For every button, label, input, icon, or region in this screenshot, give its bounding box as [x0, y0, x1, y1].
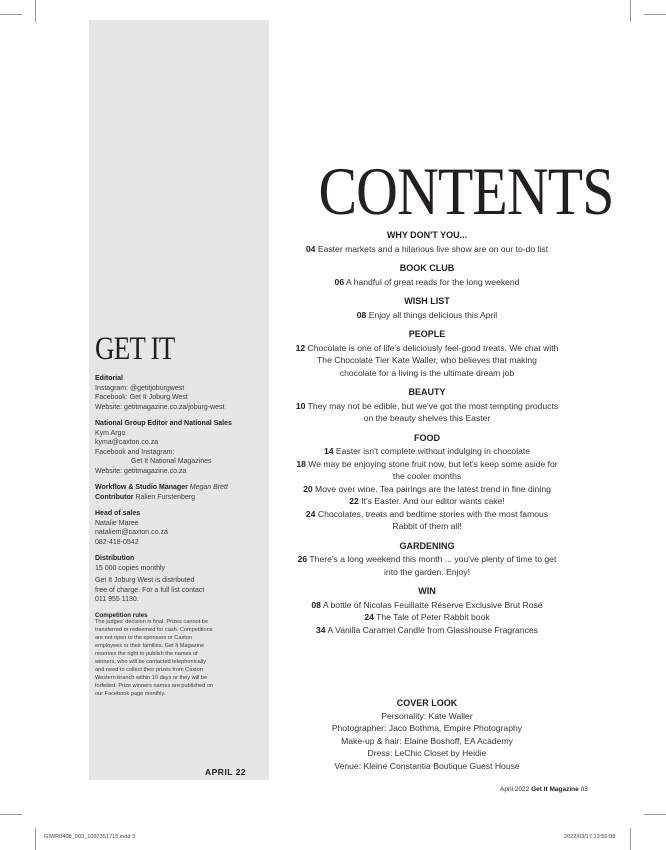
editorial-line: Facebook: Get It Joburg West: [95, 394, 188, 401]
national-line: kyma@caxton.co.za: [95, 439, 159, 446]
toc-entry-text: 34 A Vanilla Caramel Candle from Glasshouse Fragrances: [316, 624, 538, 635]
toc-page-number: 26: [297, 554, 308, 564]
national-heading: National Group Editor and National Sales: [95, 420, 232, 427]
toc-page-number: 34: [316, 624, 326, 635]
competition-line: transferred or redeemed for cash. Competitions: [95, 627, 213, 634]
toc-entry: [268, 342, 586, 380]
toc-entry-text: 12 Chocolate is one of life's deliciously feel-good treats. We chat with: [295, 342, 559, 353]
staff-block: [95, 483, 265, 502]
brand-logo: GET IT: [95, 331, 175, 367]
crop-mark: [0, 14, 22, 15]
crop-mark: [644, 14, 666, 15]
toc-section-heading: GARDENING: [399, 540, 455, 551]
toc-entry-text: 18 We may be enjoying stone fruit now, but let's keep some aside for: [296, 458, 558, 469]
toc-section-heading: WIN: [418, 586, 436, 596]
competition-line: and need to collect their prizes from Caxton: [95, 666, 203, 673]
contributor-label: Contributor: [95, 493, 134, 501]
editorial-line: Website: getitmagazine.co.za/joburg-west: [95, 403, 225, 411]
toc-section-heading: BOOK CLUB: [399, 263, 455, 273]
cover-credit: Photographer: Jaco Bothma, Empire Photography: [331, 723, 523, 733]
cover-credit: Personality: Kate Waller: [381, 710, 473, 721]
toc-section-heading: PEOPLE: [408, 329, 446, 339]
distribution-line: Get It Joburg West is distributed: [95, 577, 195, 584]
workflow-name: Megan Brett: [189, 484, 228, 491]
competition-line: forfeited. Prize winners names are published on: [95, 682, 214, 689]
toc-page-number: 12: [295, 342, 306, 353]
distribution-heading: Distribution: [95, 555, 135, 562]
contributor-name: Ralien Furstenberg: [135, 493, 195, 501]
toc-entry-text: 08 Enjoy all things delicious this April: [356, 309, 498, 320]
page-title: CONTENTS: [318, 153, 614, 229]
toc-entry: [268, 309, 586, 322]
competition-line: reserves the right to publish the names of: [95, 651, 198, 658]
national-line: Facebook and Instagram:: [95, 448, 175, 456]
competition-block: [95, 612, 265, 699]
cover-heading: COVER LOOK: [396, 698, 458, 708]
toc-page-number: 06: [334, 276, 345, 287]
toc-section-heading: BEAUTY: [408, 387, 446, 397]
toc-entry: [268, 445, 586, 458]
toc-page-number: 18: [296, 458, 306, 469]
crop-mark: [35, 828, 36, 850]
crop-mark: [630, 0, 631, 22]
competition-line: The judges' decision is final. Prizes cannot be: [95, 619, 209, 626]
crop-mark: [0, 814, 22, 815]
toc-entry-text: 06 A handful of great reads for the long weekend: [334, 276, 520, 287]
competition-line: employees or their families. Get It Magazine: [95, 643, 205, 650]
sales-line: nataliem@caxton.co.za: [95, 529, 168, 536]
toc-page-number: 04: [305, 243, 316, 254]
toc-page-number: 14: [323, 446, 334, 456]
cover-credit: Make-up & hair: Elaine Boshoff, EA Academy: [341, 735, 513, 746]
toc-page-number: 24: [364, 612, 374, 622]
cover-look: [268, 697, 586, 772]
masthead-info: [95, 374, 265, 698]
toc-entry-text: 24 The Tale of Peter Rabbit book: [364, 612, 490, 622]
toc-entry-text: 04 Easter markets and a hilarious live show are on our to-do list: [305, 243, 549, 254]
folio-month: April 2022: [500, 786, 530, 793]
distribution-line: free of charge. For a full list contact: [95, 586, 205, 594]
slug-stamp: 2022/03/17 13:55:08: [564, 834, 616, 840]
sales-heading: Head of sales: [95, 510, 141, 517]
toc-entry-text: 08 A bottle of Nicolas Feuillatte Réserve Exclusive Brut Rosé: [311, 599, 543, 610]
folio-brand: Get It Magazine: [531, 786, 579, 793]
toc-entry: [268, 400, 586, 425]
toc-entry-text: chocolate for a living is the ultimate dream job: [339, 367, 515, 378]
workflow-label: Workflow & Studio Manager: [95, 484, 188, 491]
crop-mark: [35, 0, 36, 22]
toc-entry: [268, 276, 586, 289]
crop-mark: [630, 828, 631, 850]
toc-page-number: 20: [303, 483, 313, 494]
toc-entry-text: The Chocolate Tier Kate Waller, who believes that making: [317, 355, 537, 365]
distribution-copies: 15 000 copies monthly: [95, 564, 166, 572]
cover-credit: Dress: LeChic Closet by Heidie: [367, 748, 487, 758]
competition-line: are not open to the sponsors or Caxton: [95, 635, 193, 642]
toc-section-heading: WISH LIST: [404, 296, 450, 306]
issue-label: APRIL 22: [205, 767, 247, 777]
toc-entry-text: 10 They may not be edible, but we've got the most tempting products: [295, 400, 559, 411]
competition-line: our Facebook page monthly.: [95, 690, 166, 697]
cover-credit: Venue: Kleine Constantia Boutique Guest House: [334, 760, 520, 771]
sales-line: Natalie Maree: [95, 519, 139, 527]
distribution-block: [95, 554, 265, 605]
toc-entry: [268, 458, 586, 483]
toc-entry: [268, 495, 586, 508]
toc-entry: [268, 611, 586, 624]
distribution-phone: 011 955 1130.: [95, 596, 139, 603]
toc-entry: [268, 483, 586, 496]
toc-section-heading: FOOD: [414, 432, 440, 443]
toc-entry-text: 24 Chocolates, treats and bedtime stories with the most famous: [305, 508, 549, 519]
toc-entry-text: 14 Easter isn't complete without indulging in chocolate: [323, 446, 531, 456]
toc-section-heading: WHY DON'T YOU...: [386, 230, 468, 240]
toc-page-number: 24: [305, 508, 316, 519]
national-block: [95, 419, 265, 476]
toc-entry-text: into the garden. Enjoy!: [384, 566, 470, 577]
toc-entry: [268, 553, 586, 578]
sales-line: 082-418-0542: [95, 538, 139, 546]
national-line: Get It National Magazines: [131, 458, 212, 465]
editorial-heading: Editorial: [95, 375, 124, 382]
sales-block: [95, 509, 265, 547]
toc-entry: [268, 243, 586, 256]
toc-entry: [268, 508, 586, 533]
toc-page-number: 22: [349, 496, 359, 506]
page-folio: [500, 786, 588, 793]
national-line: Kym Argo: [95, 429, 126, 437]
competition-heading: Competition rules: [95, 611, 148, 619]
toc-entry-text: Rabbit of them all!: [392, 521, 462, 531]
toc-page-number: 08: [356, 309, 367, 320]
toc-entry: [268, 599, 586, 612]
toc-entry: [268, 624, 586, 637]
table-of-contents: [268, 229, 586, 636]
slug-file: GIWR0408_003_1037351715.indd 3: [44, 834, 136, 840]
editorial-line: Instagram: @getitjoburgwest: [95, 384, 185, 392]
toc-entry-text: 26 There's a long weekend this month ... you've plenty of time to get: [297, 554, 557, 564]
competition-line: winners, who will be contacted telephonically: [95, 658, 207, 665]
toc-entry-text: 20 Move over wine. Tea pairings are the latest trend in fine dining: [303, 483, 551, 494]
toc-entry-text: 22 It's Easter. And our editor wants cake!: [349, 496, 505, 506]
toc-page-number: 10: [295, 400, 306, 411]
national-website: Website: getitmagazine.co.za: [95, 467, 187, 475]
crop-mark: [644, 814, 666, 815]
editorial-block: [95, 374, 265, 412]
competition-line: Western branch within 10 days or they will be: [95, 674, 208, 681]
toc-page-number: 08: [311, 599, 321, 610]
toc-entry-text: on the beauty shelves this Easter: [363, 413, 491, 423]
toc-entry-text: the cooler months: [392, 471, 462, 481]
folio-page: 03: [580, 786, 588, 793]
